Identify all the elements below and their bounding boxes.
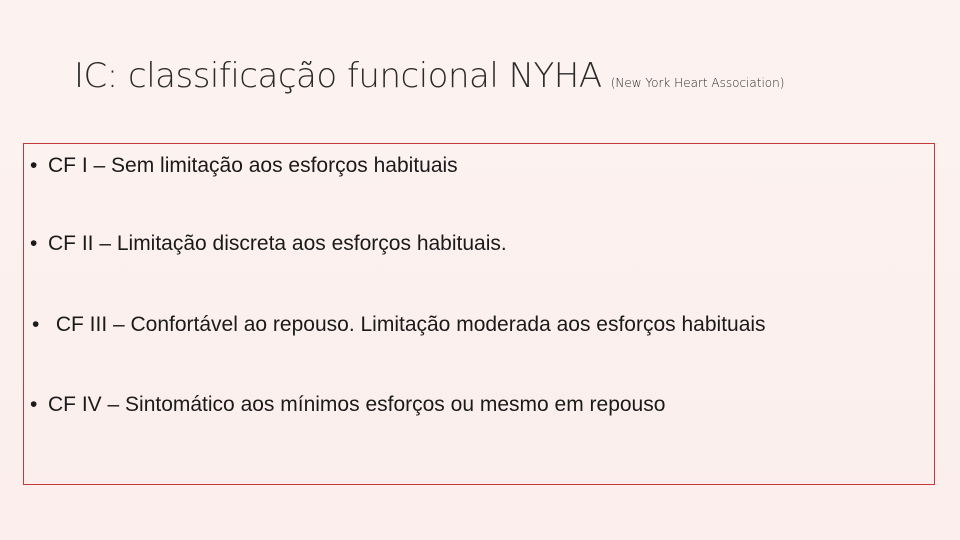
bullet-icon: • [32,313,40,336]
bullet-icon: • [30,154,38,177]
list-item-cf-i [30,154,458,178]
list-item-text: CF I – Sem limitação aos esforços habituais [48,154,458,177]
title-subtitle: (New York Heart Association) [610,76,785,90]
list-item-cf-ii [30,232,507,256]
list-item-text: CF III – Confortável ao repouso. Limitação moderada aos esforços habituais [50,313,766,336]
list-item-text: CF IV – Sintomático aos mínimos esforços ou mesmo em repouso [48,393,666,416]
title-main: IC: classificação funcional NYHA [74,56,602,96]
bullet-icon: • [30,393,38,416]
page-title [74,56,784,96]
bullet-icon: • [30,232,38,255]
list-item-text: CF II – Limitação discreta aos esforços habituais. [48,232,507,255]
list-item-cf-iv [30,393,665,417]
classification-box [23,143,935,485]
list-item-cf-iii [32,313,766,337]
